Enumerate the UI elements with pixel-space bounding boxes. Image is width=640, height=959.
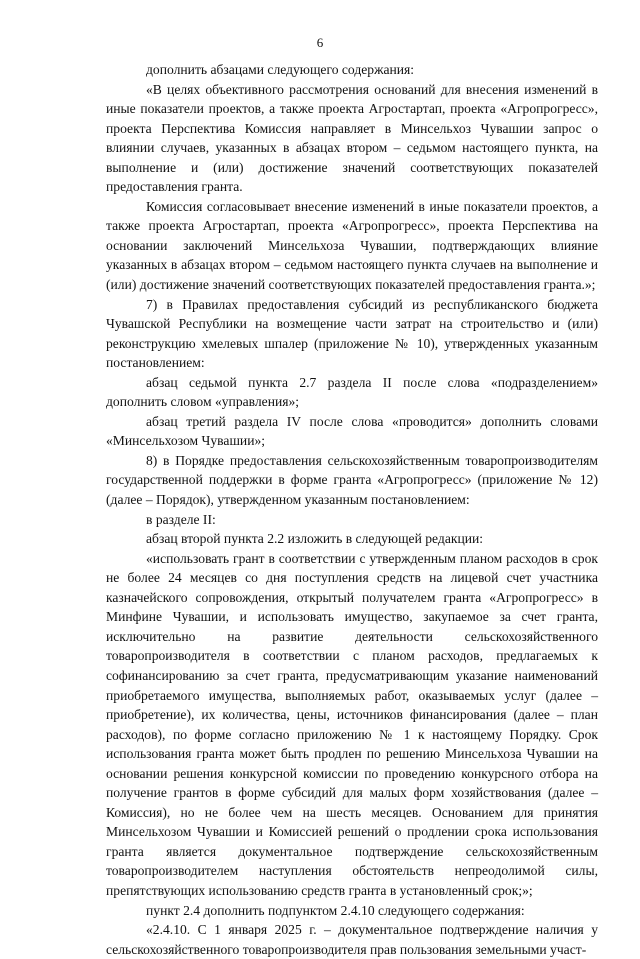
paragraph-intro: дополнить абзацами следующего содержания: xyxy=(146,62,415,77)
paragraph-item-7: 7) в Правилах предоставления субсидий из республиканского бюджета Чувашской Республики на возмещение части затрат на строительство и (или) реконструкцию хмелевых шпалер (приложение № 10), утвержденных указанным постановлением: xyxy=(106,296,598,371)
paragraph-2-4-10: «2.4.10. С 1 января 2025 г. – документальное подтверждение наличия у сельскохозяйственного товаропроизводителя прав пользования земельными участ- xyxy=(106,922,598,957)
paragraph-2-4-intro: пункт 2.4 дополнить подпунктом 2.4.10 следующего содержания: xyxy=(146,902,525,918)
paragraph-grant-usage: «использовать грант в соответствии с утвержденным планом расходов в срок не более 24 месяцев со дня поступления средств на лицевой счет участника казначейского сопровождения, открытый получателем гранта «Агропрогресс» в Минфине Чувашии, и использовать имущество, закупаемое за счет гранта, исключительно на развитие деятельности сельскохозяйственного товаропроизводителя в соответствии с планом расходов, предлагаемых к софинансированию за счет гранта, предусматривающим указание наименований приобретаемого имущества, выполняемых работ, оказываемых услуг (далее – приобретение), их количества, цены, источников финансирования (далее – план расходов), по форме согласно приложению № 1 к настоящему Порядку. Срок использования гранта может быть продлен по решению Минсельхоза Чувашии на основании решения конкурсной комиссии по проведению конкурсного отбора на получение грантов в форме субсидий для малых форм хозяйствования (далее – Комиссия), но не более чем на шесть месяцев. Основанием для принятия Минсельхозом Чувашии и Комиссией решений о продлении срока использования гранта является документальное подтверждение сельскохозяйственным товаропроизводителем наступления обстоятельств непреодолимой силы, препятствующих использованию средств гранта в установленный срок;»; xyxy=(106,550,598,898)
paragraph-item-8: 8) в Порядке предоставления сельскохозяйственным товаропроизводителям государственной поддержки в форме гранта «Агропрогресс» (приложение № 12) (далее – Порядок), утвержденном указанным постановлением: xyxy=(106,452,598,508)
paragraph-quote-commission-request: «В целях объективного рассмотрения оснований для внесения изменений в иные показатели проектов, а также проекта Агростартап, проекта «Агропрогресс», проекта Перспектива Комиссия направляет в Минсельхоз Чувашии запрос о влиянии случаев, указанных в абзацах втором – седьмом настоящего пункта, на выполнение и (или) достижение значений соответствующих показателей предоставления гранта. xyxy=(106,81,598,195)
page-number: 6 xyxy=(316,35,324,50)
paragraph-section-4: абзац третий раздела IV после слова «проводится» дополнить словами «Минсельхозом Чувашии»; xyxy=(106,413,598,449)
paragraph-section-2: в разделе II: xyxy=(146,511,216,527)
paragraph-section-2-7: абзац седьмой пункта 2.7 раздела II после слова «подразделением» дополнить словом «управления»; xyxy=(106,374,598,410)
document-body xyxy=(106,60,598,959)
paragraph-2-2-intro: абзац второй пункта 2.2 изложить в следующей редакции: xyxy=(146,531,484,547)
paragraph-commission-approval: Комиссия согласовывает внесение изменений в иные показатели проектов, а также проекта Агростартап, проекта «Агропрогресс», проекта Перспектива на основании заключений Минсельхоза Чувашии, подтверждающих влияние указанных в абзацах втором – седьмом настоящего пункта случаев на выполнение и (или) достижение значений соответствующих показателей предоставления гранта.»; xyxy=(106,198,598,293)
